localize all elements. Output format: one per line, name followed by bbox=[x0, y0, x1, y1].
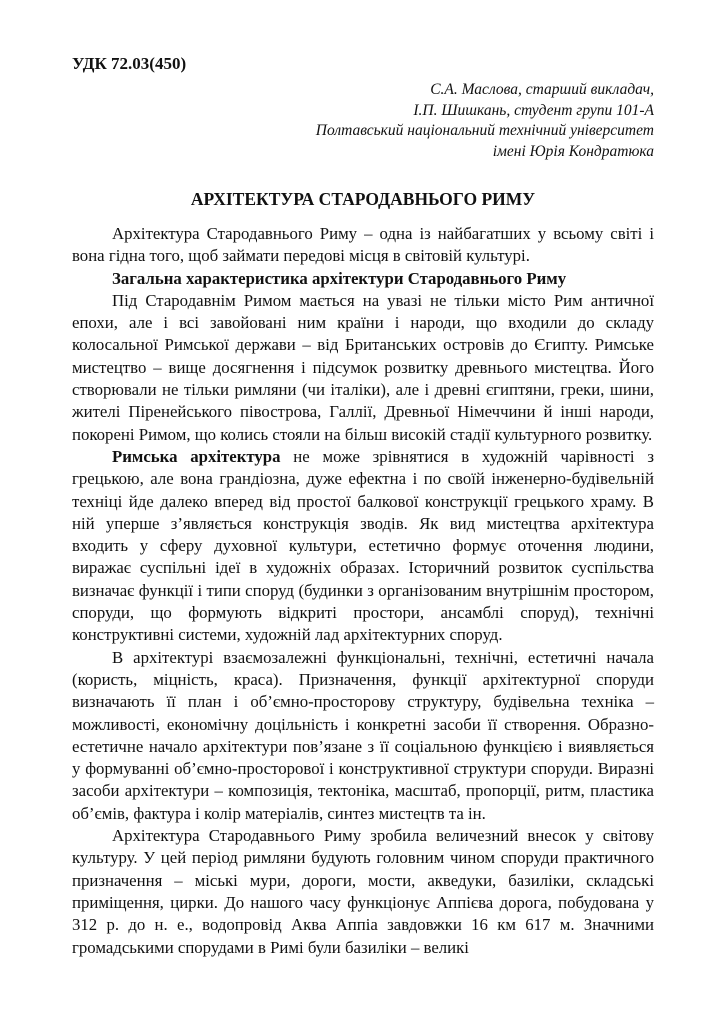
udk-code: УДК 72.03(450) bbox=[72, 54, 187, 73]
paragraph-ancient-rome: Під Стародавнім Римом мається на увазі не тільки місто Рим античної епохи, але і всі завойовані ним країни і народи, що входили до складу колосальної Римської держави – від Британських островів до Єгипту. Римське мистецтво – вище досягнення і підсумок розвитку древнього мистецтва. Його створювали не тільки римляни (чи італіки), але і древні єгиптяни, греки, шини, жителі Піренейського півострова, Галлії, Древньої Німеччини й інші народи, покорені Римом, що колись стояли на більш високій стадії культурного розвитку. bbox=[72, 290, 654, 444]
authors-block bbox=[72, 80, 654, 162]
paragraph-architecture-principles: В архітектурі взаємозалежні функціональні, технічні, естетичні начала (користь, міцність, краса). Призначення, функції архітектурної споруди визначають її план і об’ємно-просторову структуру, будівельна техніка – можливості, економічну доцільність і конкретні засоби її створення. Образно-естетичне начало архітектури пов’язане з її соціальною функцією і виявляється у формуванні об’ємно-просторової і конструктивної структури споруди. Виразні засоби архітектури – композиція, тектоніка, масштаб, пропорції, ритм, пластика об’ємів, фактура і колір матеріалів, синтез мистецтв та ін. bbox=[72, 647, 654, 823]
affiliation-line-1: Полтавський національний технічний університет bbox=[315, 122, 654, 139]
paragraph-roman-architecture-lead: Римська архітектура bbox=[112, 446, 281, 466]
section-heading: Загальна характеристика архітектури Стародавнього Риму bbox=[112, 268, 567, 288]
paragraph-intro: Архітектура Стародавнього Риму – одна із найбагатших у всьому світі і вона гідна того, щоб займати передові місця в світовій культурі. bbox=[72, 224, 654, 266]
document-title: АРХІТЕКТУРА СТАРОДАВНЬОГО РИМУ bbox=[190, 189, 536, 209]
paragraph-roman-architecture-rest: не може зрівнятися в художній чарівності з грецькою, але вона грандіозна, дуже ефектна і по своїй інженерно-будівельній техніці йде далеко вперед від простої балкової конструкції грецького храму. В ній уперше з’являється конструкція зводів. Як вид мистецтва архітектура входить у сферу духовної культури, естетично формує оточення людини, виражає суспільні ідеї в художніх образах. Історичний розвиток суспільства визначає функції і типи споруд (будинки з організованим внутрішнім простором, споруди, що формують відкриті простори, ансамблі споруд), технічні конструктивні системи, художній лад архітектурних споруд. bbox=[72, 446, 654, 645]
paragraph-roman-architecture bbox=[72, 446, 654, 647]
paragraph-contribution: Архітектура Стародавнього Риму зробила величезний внесок у світову культуру. У цей період римляни будують головним чином споруди практичного призначення – міські мури, дороги, мости, акведуки, базиліки, складські приміщення, цирки. До нашого часу функціонує Аппієва дорога, побудована у 312 р. до н. е., водопровід Аква Аппіа завдовжки 16 км 617 м. Значними громадськими спорудами в Римі були базиліки – великі bbox=[72, 826, 654, 957]
author-line-1: С.А. Маслова, старший викладач, bbox=[430, 81, 654, 98]
affiliation-line-2: імені Юрія Кондратюка bbox=[492, 142, 654, 160]
author-line-2: І.П. Шишкань, студент групи 101-А bbox=[413, 101, 654, 119]
document-body bbox=[72, 223, 654, 959]
